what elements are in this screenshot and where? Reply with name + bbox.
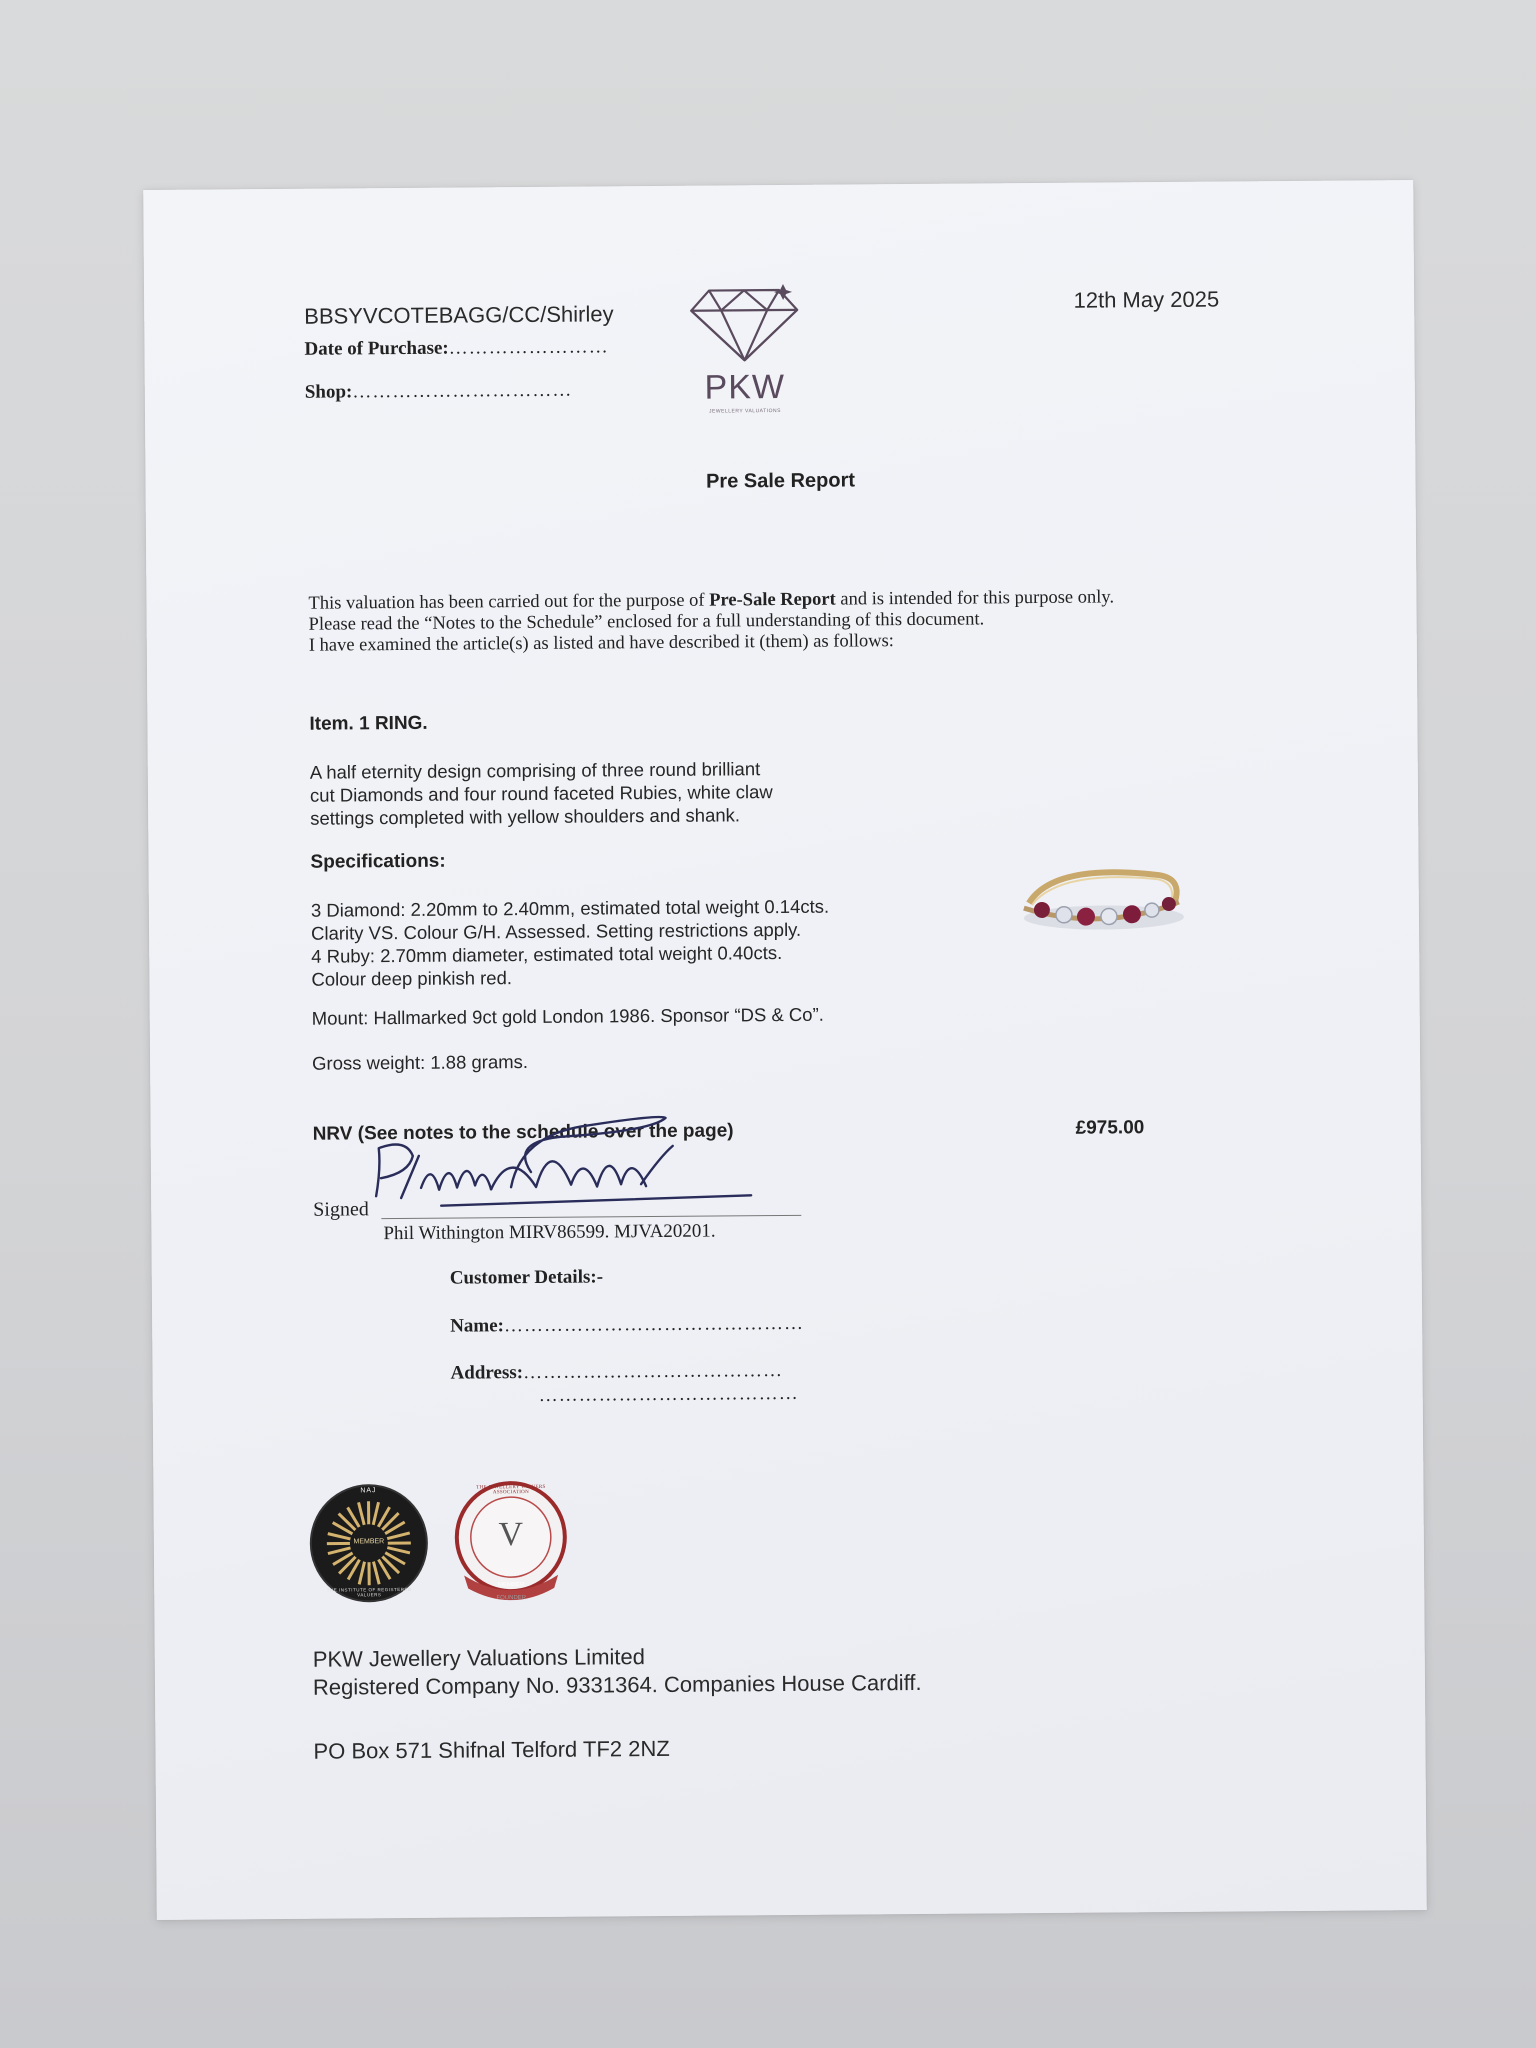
customer-address-dots: …………………………………	[522, 1360, 784, 1384]
reference-code: BBSYVCOTEBAGG/CC/Shirley	[304, 301, 614, 329]
naj-ring-text: THE INSTITUTE OF REGISTERED VALUERS	[326, 1586, 412, 1598]
date-of-purchase-field	[304, 336, 608, 360]
logo-text: PKW	[704, 367, 786, 407]
footer-address: PO Box 571 Shifnal Telford TF2 2NZ	[313, 1735, 670, 1764]
pkw-logo	[679, 280, 810, 431]
spec-line: 4 Ruby: 2.70mm diameter, estimated total weight 0.40cts.	[311, 942, 783, 967]
item-description	[310, 757, 773, 830]
gross-weight-line: Gross weight: 1.88 grams.	[312, 1051, 529, 1074]
customer-address-dots-line-2: …………………………………	[538, 1382, 799, 1406]
spec-line: 3 Diamond: 2.20mm to 2.40mm, estimated total weight 0.14cts.	[310, 895, 830, 921]
item-heading: Item. 1 RING.	[309, 712, 428, 735]
customer-name-dots: ………………………………………	[503, 1312, 805, 1337]
customer-address-field	[450, 1360, 783, 1385]
intro-line-1c: and is intended for this purpose only.	[835, 587, 1115, 610]
customer-name-field	[450, 1313, 804, 1338]
footer-registration: Registered Company No. 9331364. Companies House Cardiff.	[312, 1669, 922, 1700]
valuer-name: Phil Withington MIRV86599. MJVA20201.	[383, 1220, 716, 1245]
intro-purpose: Pre-Sale Report	[709, 589, 836, 611]
description-line: cut Diamonds and four round faceted Rubies, white claw	[309, 781, 773, 806]
shop-label: Shop:	[304, 381, 353, 403]
jva-ring-text: THE JEWELLERY VALUERS ASSOCIATION	[476, 1484, 546, 1496]
customer-details-heading: Customer Details:-	[449, 1266, 604, 1289]
mount-line: Mount: Hallmarked 9ct gold London 1986. Sponsor “DS & Co”.	[311, 1003, 824, 1029]
jva-bottom-text: FOUNDER	[496, 1595, 527, 1602]
handwritten-signature	[360, 1075, 811, 1239]
valuation-document	[143, 180, 1427, 1920]
customer-address-label: Address:	[450, 1362, 524, 1384]
description-line: A half eternity design comprising of three round brilliant	[309, 758, 761, 783]
date-of-purchase-dots: ……………………	[448, 336, 609, 359]
jva-ribbon-text: MEMBER	[497, 1582, 525, 1589]
shop-dots: ……………………………	[352, 379, 573, 403]
description-line: settings completed with yellow shoulders and shank.	[310, 804, 741, 829]
specifications-list	[311, 895, 830, 991]
ring-photo	[1014, 857, 1195, 953]
shop-field	[305, 380, 573, 404]
intro-line-3: I have examined the article(s) as listed and have described it (them) as follows:	[308, 631, 894, 656]
jva-center-letter: V	[498, 1516, 524, 1554]
spec-line: Colour deep pinkish red.	[311, 967, 513, 990]
logo-subtext: JEWELLERY VALUATIONS	[709, 408, 781, 415]
footer-company: PKW Jewellery Valuations Limited	[312, 1644, 646, 1672]
specifications-heading: Specifications:	[310, 850, 446, 873]
intro-text	[308, 586, 1268, 657]
spec-line: Clarity VS. Colour G/H. Assessed. Setting restrictions apply.	[310, 918, 802, 944]
naj-center-text: MEMBER	[353, 1538, 385, 1546]
page-title: Pre Sale Report	[705, 469, 856, 493]
intro-line-2: Please read the “Notes to the Schedule” enclosed for a full understanding of this document.	[308, 609, 985, 635]
naj-top-text: NAJ	[360, 1487, 377, 1495]
customer-name-label: Name:	[450, 1315, 505, 1337]
report-date: 12th May 2025	[1073, 286, 1220, 313]
valuation-price: £975.00	[1075, 1117, 1145, 1139]
nrv-heading: NRV (See notes to the schedule over the page)	[312, 1120, 734, 1145]
intro-line-1a: This valuation has been carried out for the purpose of	[308, 590, 710, 614]
jva-member-badge	[453, 1480, 569, 1606]
naj-member-badge	[308, 1483, 429, 1604]
signed-label: Signed	[313, 1198, 369, 1221]
date-of-purchase-label: Date of Purchase:	[304, 337, 449, 360]
